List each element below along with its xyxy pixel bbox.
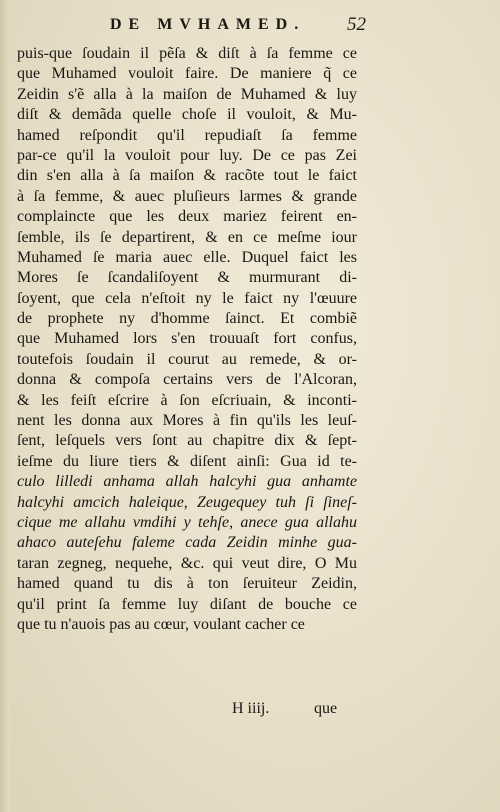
text-line: halcyhi amcich haleique, Zeugequey tuh ſi ſineſ- xyxy=(17,493,357,511)
text-line: qu'il print ſa femme luy diſant de bouche ce xyxy=(17,595,357,613)
text-line: à ſa femme, & auec pluſieurs larmes & grande xyxy=(17,187,357,205)
text-line: ieſme du liure tiers & diſent ainſi: Gua id te- xyxy=(17,452,357,470)
text-line: cique me allahu vmdihi y tehſe, anece gua allahu xyxy=(17,513,357,531)
text-line: donna & compoſa certains vers de l'Alcoran, xyxy=(17,371,357,389)
text-line: ſemble, ils ſe departirent, & en ce meſme iour xyxy=(17,228,357,246)
page-gutter xyxy=(0,0,10,812)
text-line: que tu n'auois pas au cœur, voulant cacher ce xyxy=(17,615,305,633)
text-line: que Muhamed lors s'en trouuaſt fort confus, xyxy=(17,330,357,348)
text-line: toutefois ſoudain il courut au remede, & or- xyxy=(17,350,357,368)
text-line: que Muhamed vouloit faire. De maniere q̃ ce xyxy=(17,65,357,83)
text-line: din s'en alla à ſa maiſon & racõte tout le faict xyxy=(17,167,357,185)
text-line: Zeidin s'ẽ alla à la maiſon de Muhamed & luy xyxy=(17,85,357,103)
page-header xyxy=(0,14,500,42)
page-footer xyxy=(0,700,500,724)
page-number: 52 xyxy=(347,14,366,35)
text-line: nent les donna aux Mores à fin qu'ils les leuſ- xyxy=(17,412,357,430)
text-line: hamed reſpondit qu'il repudiaſt ſa femme xyxy=(17,126,357,144)
text-line: puis-que ſoudain il pẽſa & diſt à ſa femme ce xyxy=(17,45,357,62)
text-line: ſoyent, que cela n'eſtoit ny le faict ny l'œuure xyxy=(17,289,357,307)
text-line: de prophete ny d'homme ſainct. Et combiẽ xyxy=(17,310,357,328)
text-line: par-ce qu'il la vouloit pour luy. De ce pas Zei xyxy=(17,146,357,164)
signature-mark: H iiij. xyxy=(232,700,270,717)
text-line: taran zegneg, nequehe, &c. qui veut dire, O Mu xyxy=(17,554,357,572)
text-line: ſent, leſquels vers ſont au chapitre dix & ſept- xyxy=(17,432,357,450)
text-line: Mores ſe ſcandaliſoyent & murmurant di- xyxy=(17,269,357,287)
text-line: & les feiſt eſcrire à ſon eſcriuain, & inconti- xyxy=(17,391,357,409)
text-line: complaincte que les deux mariez feirent en- xyxy=(17,208,357,226)
text-line: Muhamed ſe maria auec elle. Duquel faict les xyxy=(17,248,357,266)
catchword: que xyxy=(314,700,338,717)
text-line: culo lilledi anhama allah halcyhi gua anhamte xyxy=(17,473,357,491)
text-line: ahaco auteſehu faleme cada Zeidin minhe gua- xyxy=(17,534,357,552)
running-head: DE MVHAMED. xyxy=(110,16,306,33)
body-text xyxy=(17,44,357,635)
text-line: hamed quand tu dis à ton ſeruiteur Zeidin, xyxy=(17,575,357,593)
text-line: diſt & demãda quelle choſe il vouloit, & Mu- xyxy=(17,106,357,124)
